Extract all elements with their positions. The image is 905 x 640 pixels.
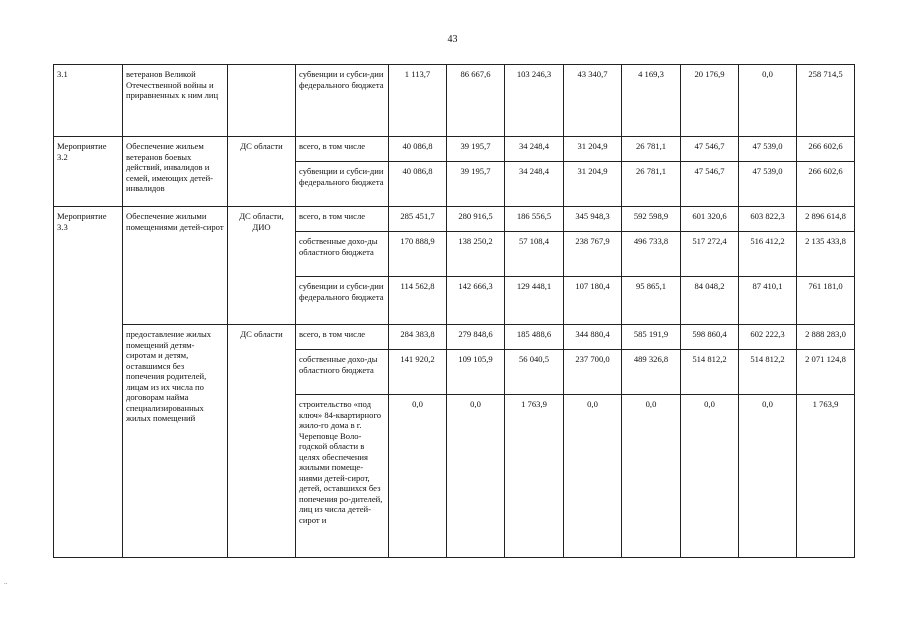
value-cell: 31 204,9	[564, 137, 622, 162]
value-cell: 345 948,3	[564, 207, 622, 232]
value-cell: 95 865,1	[622, 277, 681, 325]
funding-source-cell: всего, в том числе	[296, 325, 389, 350]
measure-code-cell: Мероприятие 3.2	[54, 137, 123, 207]
funding-source-cell: субвенции и субси-дии федерального бюджета	[296, 162, 389, 207]
value-cell: 86 667,6	[447, 65, 505, 137]
value-cell: 0,0	[739, 65, 797, 137]
responsible-cell: ДС области	[228, 325, 296, 558]
value-cell: 514 812,2	[681, 350, 739, 395]
funding-source-cell: субвенции и субси-дии федерального бюджета	[296, 277, 389, 325]
value-cell: 141 920,2	[389, 350, 447, 395]
total-cell: 266 602,6	[797, 137, 855, 162]
value-cell: 109 105,9	[447, 350, 505, 395]
value-cell: 34 248,4	[505, 162, 564, 207]
responsible-cell: ДС области	[228, 137, 296, 207]
funding-source-cell: собственные дохо-ды областного бюджета	[296, 232, 389, 277]
value-cell: 0,0	[389, 395, 447, 558]
value-cell: 344 880,4	[564, 325, 622, 350]
value-cell: 107 180,4	[564, 277, 622, 325]
value-cell: 4 169,3	[622, 65, 681, 137]
funding-source-cell: всего, в том числе	[296, 207, 389, 232]
value-cell: 84 048,2	[681, 277, 739, 325]
measure-name-cell: ветеранов Великой Отечественной войны и приравненных к ним лиц	[123, 65, 228, 137]
value-cell: 0,0	[447, 395, 505, 558]
total-cell: 266 602,6	[797, 162, 855, 207]
value-cell: 585 191,9	[622, 325, 681, 350]
value-cell: 603 822,3	[739, 207, 797, 232]
value-cell: 516 412,2	[739, 232, 797, 277]
measure-name-cell: Обеспечение жилыми помещениями детей-сирот	[123, 207, 228, 325]
total-cell: 2 896 614,8	[797, 207, 855, 232]
value-cell: 598 860,4	[681, 325, 739, 350]
value-cell: 103 246,3	[505, 65, 564, 137]
page-number: 43	[447, 34, 458, 45]
total-cell: 761 181,0	[797, 277, 855, 325]
value-cell: 114 562,8	[389, 277, 447, 325]
budget-table	[53, 64, 855, 558]
table-row	[54, 65, 855, 137]
value-cell: 284 383,8	[389, 325, 447, 350]
value-cell: 31 204,9	[564, 162, 622, 207]
funding-source-cell: строительство «под ключ» 84-квартирного жило-го дома в г. Череповце Воло-годской области в целях обеспечения жилыми помеще-ниями детей-сирот, детей, оставшихся без попечения ро-дителей, лиц из числа детей-сирот и	[296, 395, 389, 558]
value-cell: 26 781,1	[622, 162, 681, 207]
total-cell: 1 763,9	[797, 395, 855, 558]
total-cell: 2 135 433,8	[797, 232, 855, 277]
total-cell: 2 071 124,8	[797, 350, 855, 395]
value-cell: 1 113,7	[389, 65, 447, 137]
value-cell: 592 598,9	[622, 207, 681, 232]
funding-source-cell: собственные дохо-ды областного бюджета	[296, 350, 389, 395]
table-row	[54, 137, 855, 162]
value-cell: 602 222,3	[739, 325, 797, 350]
value-cell: 517 272,4	[681, 232, 739, 277]
measure-name-cell: Обеспечение жильем ветеранов боевых действий, инвалидов и семей, имеющих детей-инвалидов	[123, 137, 228, 207]
value-cell: 87 410,1	[739, 277, 797, 325]
value-cell: 185 488,6	[505, 325, 564, 350]
margin-mark: ..	[4, 578, 8, 586]
value-cell: 280 916,5	[447, 207, 505, 232]
value-cell: 186 556,5	[505, 207, 564, 232]
value-cell: 129 448,1	[505, 277, 564, 325]
value-cell: 238 767,9	[564, 232, 622, 277]
responsible-cell: ДС области, ДИО	[228, 207, 296, 325]
value-cell: 0,0	[739, 395, 797, 558]
value-cell: 40 086,8	[389, 137, 447, 162]
value-cell: 34 248,4	[505, 137, 564, 162]
value-cell: 47 539,0	[739, 162, 797, 207]
value-cell: 40 086,8	[389, 162, 447, 207]
table-row	[54, 207, 855, 232]
value-cell: 142 666,3	[447, 277, 505, 325]
value-cell: 601 320,6	[681, 207, 739, 232]
value-cell: 514 812,2	[739, 350, 797, 395]
value-cell: 138 250,2	[447, 232, 505, 277]
measure-name-cell: предоставление жилых помещений детям-сиротам и детям, оставшимся без попечения родителей, лицам из их числа по договорам найма специализированных жилых помещений	[123, 325, 228, 558]
value-cell: 0,0	[564, 395, 622, 558]
funding-source-cell: всего, в том числе	[296, 137, 389, 162]
table-row	[54, 325, 855, 350]
value-cell: 237 700,0	[564, 350, 622, 395]
value-cell: 20 176,9	[681, 65, 739, 137]
value-cell: 0,0	[622, 395, 681, 558]
value-cell: 39 195,7	[447, 137, 505, 162]
value-cell: 56 040,5	[505, 350, 564, 395]
value-cell: 26 781,1	[622, 137, 681, 162]
funding-source-cell: субвенции и субси-дии федерального бюджета	[296, 65, 389, 137]
value-cell: 1 763,9	[505, 395, 564, 558]
value-cell: 47 546,7	[681, 162, 739, 207]
value-cell: 496 733,8	[622, 232, 681, 277]
total-cell: 2 888 283,0	[797, 325, 855, 350]
value-cell: 47 539,0	[739, 137, 797, 162]
value-cell: 285 451,7	[389, 207, 447, 232]
value-cell: 489 326,8	[622, 350, 681, 395]
value-cell: 279 848,6	[447, 325, 505, 350]
value-cell: 0,0	[681, 395, 739, 558]
total-cell: 258 714,5	[797, 65, 855, 137]
value-cell: 47 546,7	[681, 137, 739, 162]
value-cell: 43 340,7	[564, 65, 622, 137]
measure-code-cell: Мероприятие 3.3	[54, 207, 123, 558]
responsible-cell	[228, 65, 296, 137]
measure-code-cell: 3.1	[54, 65, 123, 137]
value-cell: 39 195,7	[447, 162, 505, 207]
value-cell: 170 888,9	[389, 232, 447, 277]
value-cell: 57 108,4	[505, 232, 564, 277]
